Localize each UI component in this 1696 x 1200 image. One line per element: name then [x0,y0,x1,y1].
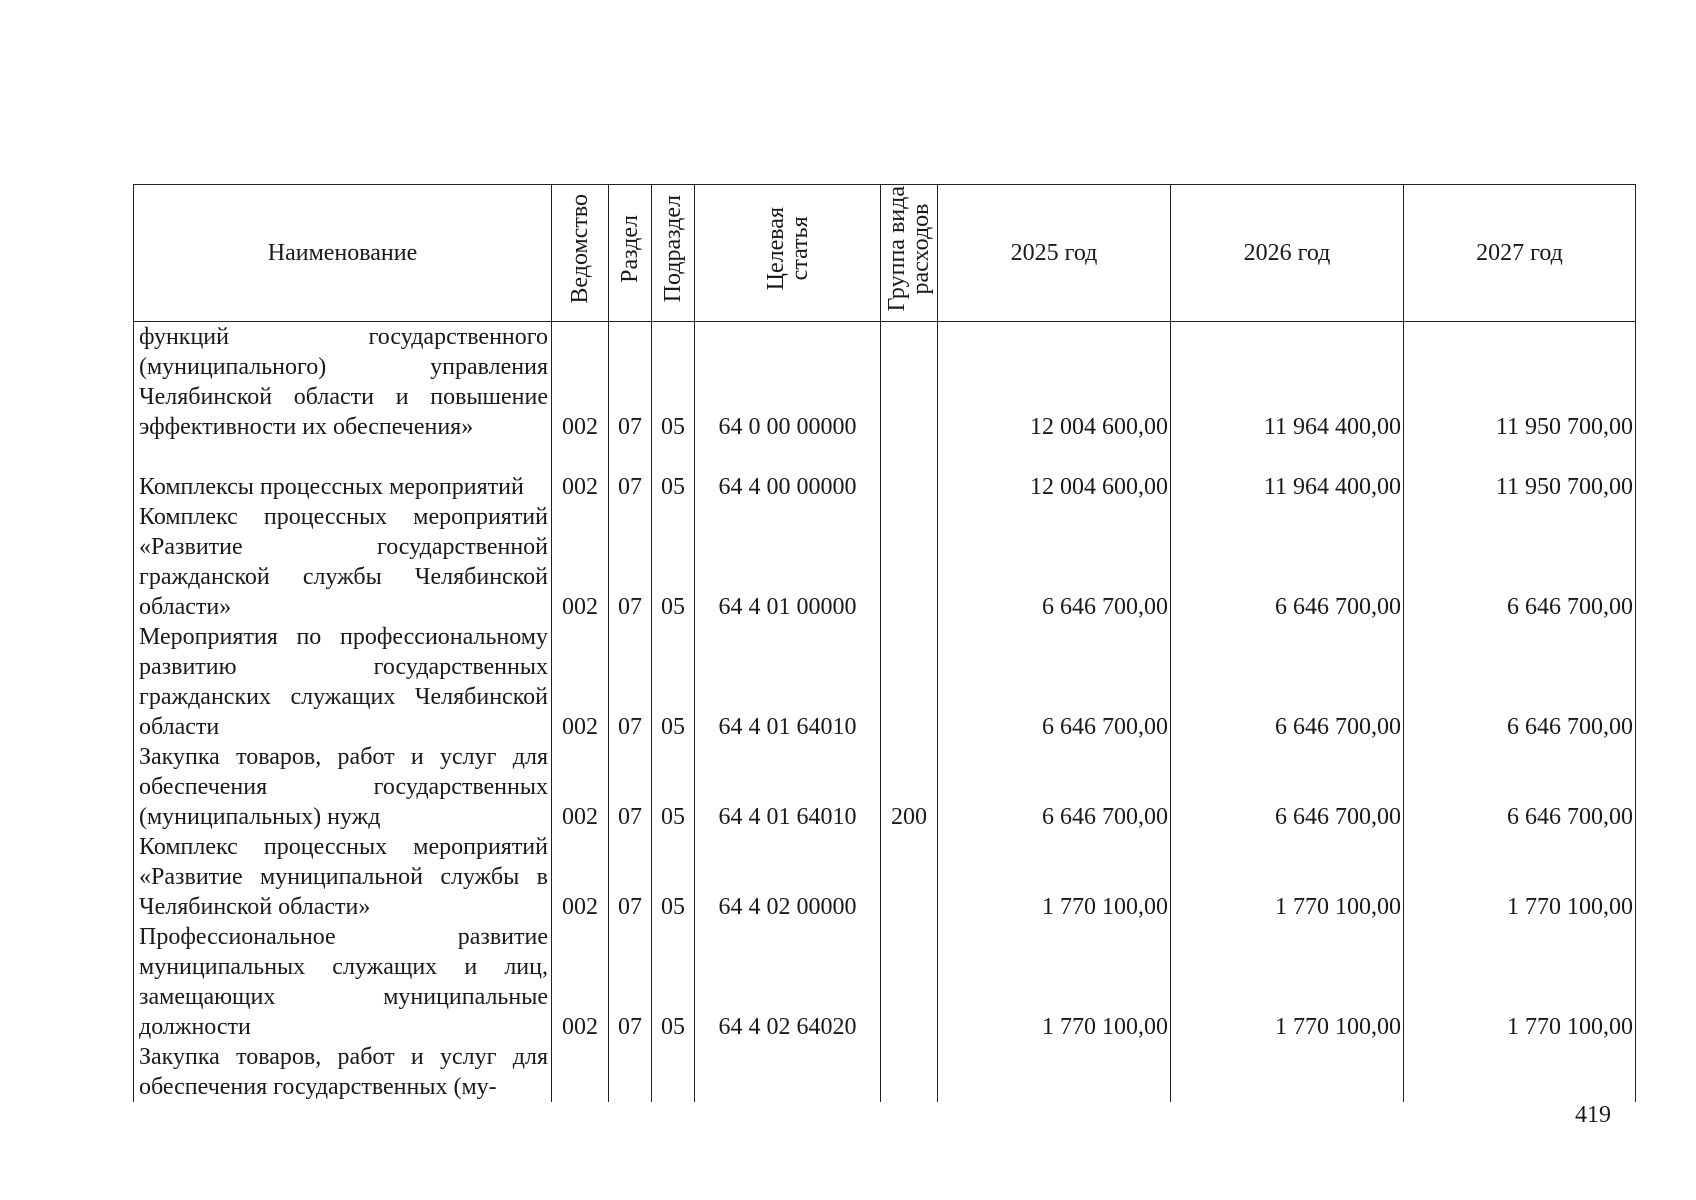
header-2026: 2026 год [1171,185,1404,322]
row-expense-group [881,922,938,1042]
row-subsection [652,1042,695,1102]
row-expense-group [881,1042,938,1102]
row-target-article: 64 4 01 64010 [695,622,881,742]
header-section: Раздел [609,185,652,322]
row-target-article: 64 4 01 00000 [695,502,881,622]
row-value-2025: 6 646 700,00 [938,742,1171,832]
row-subsection: 05 [652,742,695,832]
row-target-article: 64 4 00 00000 [695,442,881,502]
row-ministry: 002 [552,502,609,622]
row-ministry: 002 [552,322,609,443]
row-name: Закупка товаров, работ и услуг для обеспечения государственных (му- [134,1042,552,1102]
table-row [134,442,1636,502]
table-row [134,502,1636,622]
row-value-2027: 6 646 700,00 [1404,622,1636,742]
header-expense-line2: расходов [908,203,934,295]
row-section: 07 [609,922,652,1042]
row-section [609,1042,652,1102]
row-name: функций государственного (муниципального) управления Челябинской области и повышение эффективности их обеспечения» [134,322,552,443]
row-expense-group [881,322,938,443]
row-ministry: 002 [552,442,609,502]
row-name: Комплексы процессных мероприятий [134,442,552,502]
row-value-2027: 1 770 100,00 [1404,832,1636,922]
row-value-2027: 6 646 700,00 [1404,502,1636,622]
row-value-2027: 11 950 700,00 [1404,442,1636,502]
header-2027: 2027 год [1404,185,1636,322]
row-value-2025: 6 646 700,00 [938,502,1171,622]
page-number: 419 [1575,1102,1611,1128]
row-ministry [552,1042,609,1102]
table-row [134,742,1636,832]
row-value-2027: 6 646 700,00 [1404,742,1636,832]
row-ministry: 002 [552,742,609,832]
row-subsection: 05 [652,832,695,922]
row-value-2025: 6 646 700,00 [938,622,1171,742]
row-ministry: 002 [552,922,609,1042]
row-section: 07 [609,502,652,622]
row-section: 07 [609,622,652,742]
row-value-2027: 1 770 100,00 [1404,922,1636,1042]
row-value-2026: 6 646 700,00 [1171,742,1404,832]
row-value-2025: 12 004 600,00 [938,442,1171,502]
row-section: 07 [609,442,652,502]
row-expense-group [881,442,938,502]
table-row [134,1042,1636,1102]
row-expense-group [881,832,938,922]
row-expense-group: 200 [881,742,938,832]
row-name: Профессиональное развитие муниципальных служащих и лиц, замещающих муниципальные должности [134,922,552,1042]
budget-table [133,184,1636,1102]
header-expense-line1: Группа вида [884,186,910,312]
row-value-2026: 6 646 700,00 [1171,502,1404,622]
row-name: Комплекс процессных мероприятий «Развитие государственной гражданской службы Челябинской области» [134,502,552,622]
row-subsection: 05 [652,322,695,443]
row-value-2026 [1171,1042,1404,1102]
table-row [134,922,1636,1042]
table-row [134,622,1636,742]
header-expense-group [881,185,938,322]
row-subsection: 05 [652,502,695,622]
row-section: 07 [609,832,652,922]
row-ministry: 002 [552,832,609,922]
row-subsection: 05 [652,442,695,502]
header-subsection: Подраздел [652,185,695,322]
row-value-2026: 11 964 400,00 [1171,322,1404,443]
header-target-article [695,185,881,322]
row-value-2025: 1 770 100,00 [938,922,1171,1042]
row-value-2025: 12 004 600,00 [938,322,1171,443]
row-expense-group [881,622,938,742]
row-value-2025: 1 770 100,00 [938,832,1171,922]
row-name: Закупка товаров, работ и услуг для обеспечения государственных (муниципальных) нужд [134,742,552,832]
row-target-article [695,1042,881,1102]
row-target-article: 64 4 02 64020 [695,922,881,1042]
row-target-article: 64 4 01 64010 [695,742,881,832]
row-section: 07 [609,322,652,443]
header-target-line2: статья [786,217,813,281]
table-header-row [134,185,1636,322]
header-target-line1: Целевая [762,207,789,291]
row-section: 07 [609,742,652,832]
row-value-2026: 1 770 100,00 [1171,832,1404,922]
header-ministry: Ведомство [552,185,609,322]
row-value-2026: 6 646 700,00 [1171,622,1404,742]
row-expense-group [881,502,938,622]
row-value-2026: 1 770 100,00 [1171,922,1404,1042]
row-value-2027 [1404,1042,1636,1102]
header-2025: 2025 год [938,185,1171,322]
row-ministry: 002 [552,622,609,742]
table-row [134,832,1636,922]
row-name: Комплекс процессных мероприятий «Развитие муниципальной службы в Челябинской области» [134,832,552,922]
row-target-article: 64 0 00 00000 [695,322,881,443]
row-value-2027: 11 950 700,00 [1404,322,1636,443]
row-target-article: 64 4 02 00000 [695,832,881,922]
row-name: Мероприятия по профессиональному развитию государственных гражданских служащих Челябинской области [134,622,552,742]
table-row [134,322,1636,443]
row-value-2025 [938,1042,1171,1102]
header-name: Наименование [134,185,552,322]
row-value-2026: 11 964 400,00 [1171,442,1404,502]
row-subsection: 05 [652,922,695,1042]
row-subsection: 05 [652,622,695,742]
